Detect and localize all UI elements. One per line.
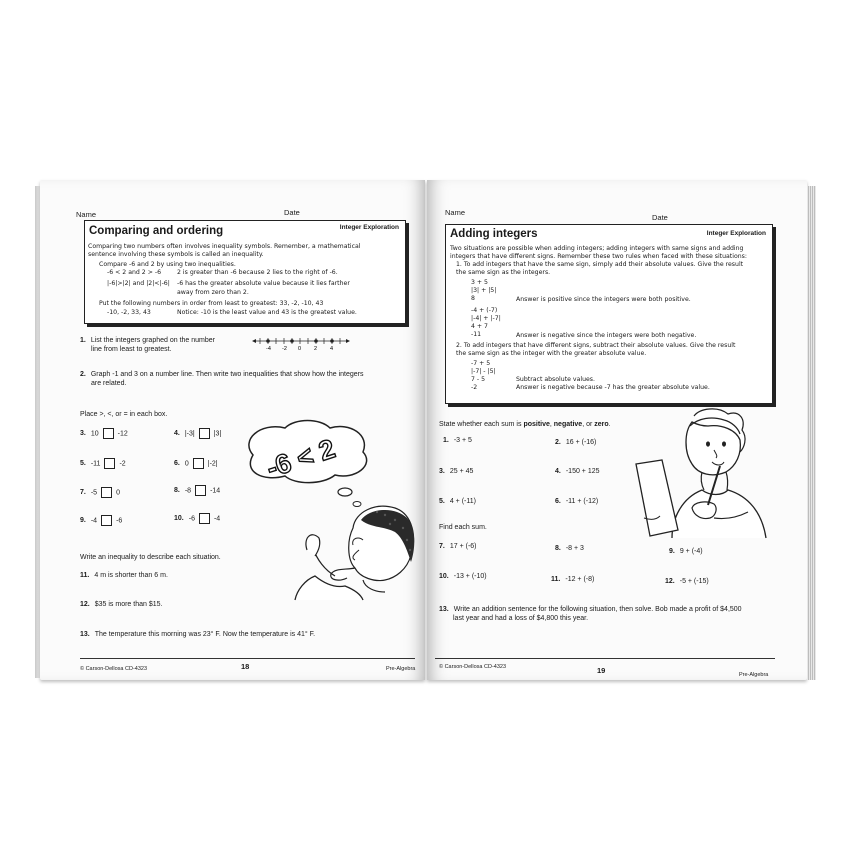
question-1-cont: line from least to greatest. xyxy=(91,346,172,353)
compare-item: 5. -11 -2 xyxy=(80,458,126,469)
sum-item: 2. 16 + (-16) xyxy=(555,439,597,446)
section-tag: Integer Exploration xyxy=(339,224,399,231)
page-number: 19 xyxy=(597,666,606,675)
example-step: |-4| + |-7| xyxy=(471,315,501,322)
example-step: 4 + 7 xyxy=(471,323,488,330)
date-label: Date xyxy=(284,208,300,217)
question-2: 2. Graph -1 and 3 on a number line. Then write two inequalities that show how the integers xyxy=(80,371,364,378)
example-step: 3 + 5 xyxy=(471,279,488,286)
tick-label: 4 xyxy=(330,346,334,352)
sum-item: 1. -3 + 5 xyxy=(443,437,472,444)
find-item: 10. -13 + (-10) xyxy=(439,573,487,580)
intro-line: Comparing two numbers often involves inequality symbols. Remember, a mathematical xyxy=(88,243,361,250)
compare-item: 8. -8 -14 xyxy=(174,485,220,496)
copyright: © Carson-Dellosa CD-4323 xyxy=(439,664,507,670)
question-13: 13. The temperature this morning was 23° F. Now the temperature is 41° F. xyxy=(80,631,316,638)
compare-item: 3. 10 -12 xyxy=(80,428,128,439)
find-item: 9. 9 + (-4) xyxy=(669,548,703,555)
footer-rule xyxy=(435,658,775,659)
lesson-box xyxy=(445,224,773,404)
lesson-title: Comparing and ordering xyxy=(89,225,224,237)
example-step: |-7| - |5| xyxy=(471,368,496,375)
name-label: Name xyxy=(445,208,466,217)
find-item: 12. -5 + (-15) xyxy=(665,578,709,585)
thought-inequality: -6 < 2 xyxy=(262,433,339,484)
find-item: 11. -12 + (-8) xyxy=(551,576,595,583)
answer-box[interactable] xyxy=(104,458,115,469)
example-note: Answer is negative because -7 has the greater absolute value. xyxy=(516,384,710,391)
example-step: -11 xyxy=(471,331,482,338)
tick-label: -2 xyxy=(282,346,287,352)
find-item: 7. 17 + (-6) xyxy=(439,543,477,550)
book-title: Pre-Algebra xyxy=(386,666,416,672)
example-step: -7 + 5 xyxy=(471,360,491,367)
rule-line: 2. To add integers that have different signs, subtract their absolute values. Give the result xyxy=(456,342,736,349)
rule-line: 1. To add integers that have the same sign, simply add their absolute values. Give the result xyxy=(456,261,744,268)
sum-item: 4. -150 + 125 xyxy=(555,468,600,475)
page-number: 18 xyxy=(241,662,250,671)
example-step: 7 - 5 xyxy=(471,376,486,383)
answer-box[interactable] xyxy=(199,428,210,439)
example-note: Answer is negative since the integers were both negative. xyxy=(516,332,697,339)
compare-item: 9. -4 -6 xyxy=(80,515,122,526)
right-page xyxy=(427,180,807,680)
tick-label: 0 xyxy=(298,346,302,352)
example-step: |3| + |5| xyxy=(471,287,497,294)
compare-item: 4. |-3| |3| xyxy=(174,428,221,439)
example-step: -4 + (-7) xyxy=(471,307,498,314)
lesson-title: Adding integers xyxy=(450,228,538,240)
compare-item: 10. -6 -4 xyxy=(174,513,220,524)
answer-box[interactable] xyxy=(193,458,204,469)
example-step: 8 xyxy=(471,295,475,302)
answer-box[interactable] xyxy=(199,513,210,524)
intro-line: integers that have different signs. Remember these two rules when faced with these situations: xyxy=(450,253,747,260)
order-answer: -10, -2, 33, 43 xyxy=(107,309,151,316)
example-explanation: away from zero than 2. xyxy=(177,289,249,296)
rule-line: the same sign as the integer with the greater absolute value. xyxy=(456,350,647,357)
place-instruction: Place >, <, or = in each box. xyxy=(80,411,168,418)
question-11: 11. 4 m is shorter than 6 m. xyxy=(80,572,168,579)
number-line xyxy=(252,335,352,355)
intro-line: Two situations are possible when adding integers; adding integers with same signs and adding xyxy=(450,245,744,252)
order-heading: Put the following numbers in order from least to greatest: 33, -2, -10, 43 xyxy=(99,300,324,307)
answer-box[interactable] xyxy=(195,485,206,496)
example-note: Answer is positive since the integers were both positive. xyxy=(516,296,691,303)
example-explanation: 2 is greater than -6 because 2 lies to the right of -6. xyxy=(177,269,338,276)
example-inequality: -6 < 2 and 2 > -6 xyxy=(107,269,162,276)
copyright: © Carson-Dellosa CD-4323 xyxy=(80,666,148,672)
lesson-box xyxy=(84,220,406,324)
book-title: Pre-Algebra xyxy=(739,672,769,678)
name-label: Name xyxy=(76,210,97,219)
example-step: -2 xyxy=(471,384,478,391)
rule-line: the same sign as the integers. xyxy=(456,269,551,276)
right-page-edges xyxy=(807,186,816,680)
question-13: 13. Write an addition sentence for the following situation, then solve. Bob made a profit of $4,500 xyxy=(439,606,742,613)
answer-box[interactable] xyxy=(101,487,112,498)
order-notice: Notice: -10 is the least value and 43 is the greatest value. xyxy=(177,309,357,316)
tick-label: 2 xyxy=(314,346,318,352)
date-label: Date xyxy=(652,213,668,222)
example-explanation: -6 has the greater absolute value because it lies farther xyxy=(177,280,350,287)
answer-box[interactable] xyxy=(101,515,112,526)
answer-box[interactable] xyxy=(103,428,114,439)
question-13-cont: last year and had a loss of $4,800 this year. xyxy=(453,615,589,622)
compare-heading: Compare -6 and 2 by using two inequalities. xyxy=(99,261,236,268)
question-2-cont: are related. xyxy=(91,380,127,387)
section-tag: Integer Exploration xyxy=(706,230,766,237)
find-item: 8. -8 + 3 xyxy=(555,545,584,552)
compare-item: 6. 0 |-2| xyxy=(174,458,218,469)
state-instruction: State whether each sum is positive, negative, or zero. xyxy=(439,421,611,428)
inequality-instruction: Write an inequality to describe each situation. xyxy=(80,554,221,561)
sum-item: 5. 4 + (-11) xyxy=(439,498,476,505)
question-1: 1. List the integers graphed on the number xyxy=(80,337,215,344)
question-12: 12. $35 is more than $15. xyxy=(80,601,163,608)
open-workbook xyxy=(40,180,818,685)
left-page xyxy=(40,180,425,680)
sum-item: 6. -11 + (-12) xyxy=(555,498,599,505)
sum-item: 3. 25 + 45 xyxy=(439,468,474,475)
example-inequality: |-6|>|2| and |2|<|-6| xyxy=(107,280,170,287)
example-note: Subtract absolute values. xyxy=(516,376,595,383)
intro-line: sentence involving these symbols is called an inequality. xyxy=(88,251,264,258)
compare-item: 7. -5 0 xyxy=(80,487,120,498)
find-instruction: Find each sum. xyxy=(439,524,487,531)
tick-label: -4 xyxy=(266,346,271,352)
student-with-paper-illustration xyxy=(632,408,772,538)
thinking-student-illustration xyxy=(235,420,425,600)
footer-rule xyxy=(80,658,415,659)
